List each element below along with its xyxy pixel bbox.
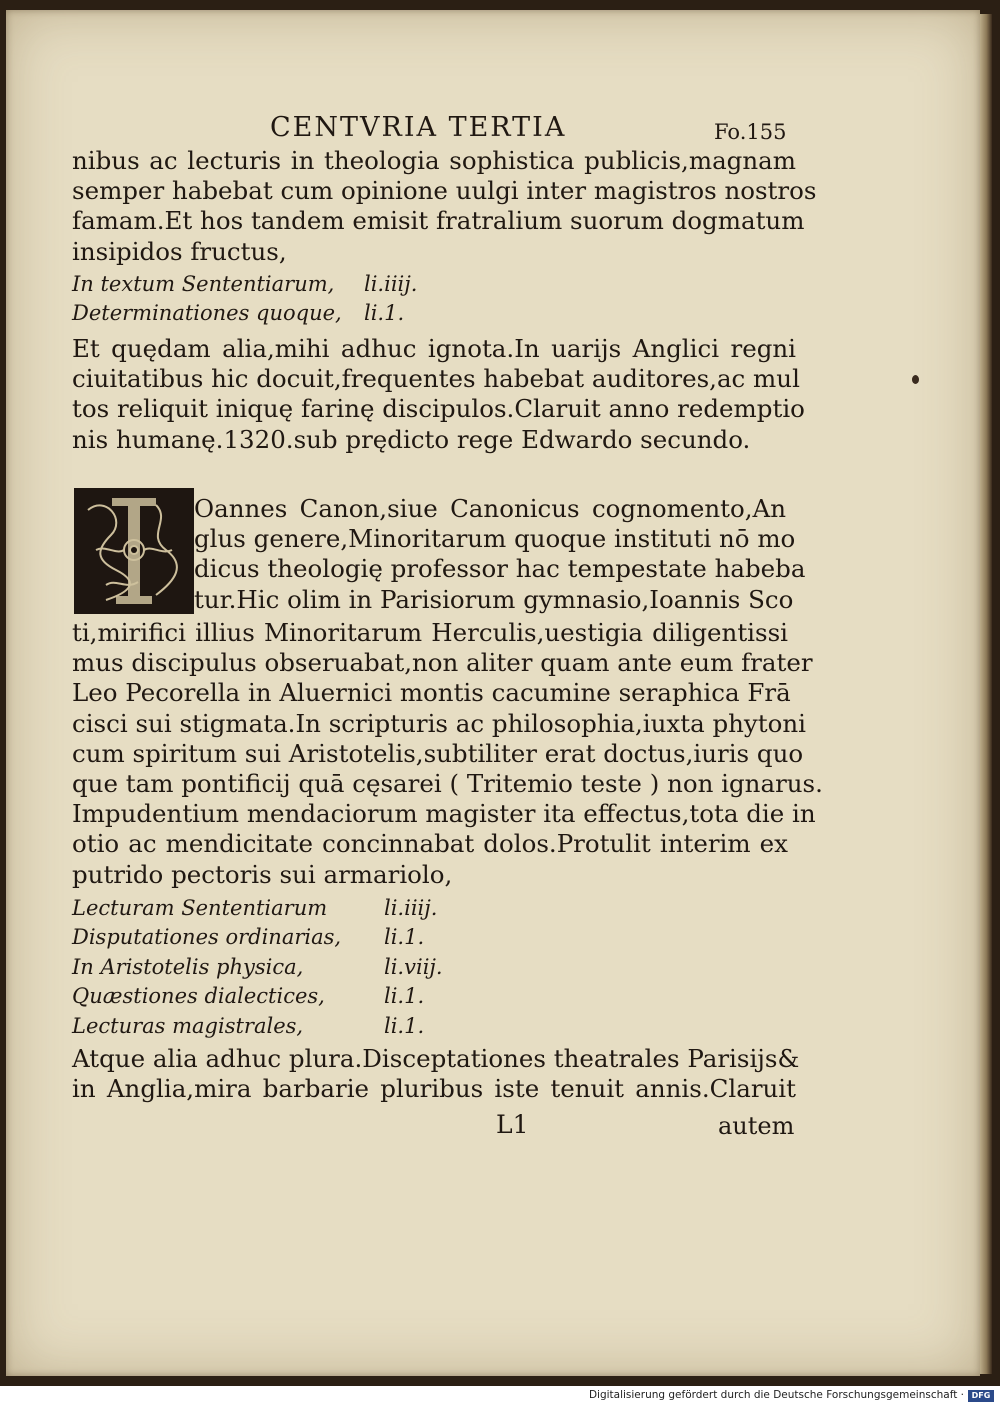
footer-bar [0, 1386, 1000, 1406]
paragraph-3 [72, 1044, 800, 1104]
text-line: tur.Hic olim in Parisiorum gymnasio,Ioannis Sco [194, 584, 794, 614]
text-line: cum spiritum sui Aristotelis,subtiliter erat doctus,iuris quo [72, 738, 804, 768]
paragraph-1 [72, 146, 817, 267]
list-item [72, 1012, 796, 1041]
work-title: Lecturas magistrales, [72, 1013, 304, 1038]
funding-credit: Digitalisierung gefördert durch die Deutsche Forschungsgemeinschaft · [588, 1389, 964, 1401]
text-line: Impudentium mendaciorum magister ita effectus,tota die in [72, 799, 816, 829]
catchword: autem [718, 1112, 795, 1140]
folio-number: Fo.155 [714, 120, 787, 144]
book-count: li.iiij. [384, 896, 438, 920]
initial-ornament-icon [76, 490, 192, 612]
text-line: cisci sui stigmata.In scripturis ac philosophia,iuxta phytoni [72, 708, 806, 738]
text-line: in Anglia,mira barbarie pluribus iste tenuit annis.Claruit [72, 1074, 796, 1104]
book-count: li.iiij. [364, 272, 418, 296]
ink-spot [912, 375, 919, 384]
works-list-2 [72, 894, 796, 1041]
paragraph-2-initial-lines [194, 494, 806, 615]
text-line: nibus ac lecturis in theologia sophistica publicis,magnam [72, 146, 796, 175]
paragraph-2 [72, 618, 823, 890]
work-title: Disputationes ordinarias, [72, 925, 342, 950]
text-line: Et quędam alia,mihi adhuc ignota.In uarijs Anglici regni [72, 334, 796, 363]
book-count: li.viij. [384, 954, 443, 979]
list-item [72, 923, 796, 952]
works-list-1 [72, 270, 796, 329]
text-line: ciuitatibus hic docuit,frequentes habebat auditores,ac mul [72, 364, 800, 394]
book-count: li.1. [384, 984, 425, 1009]
text-line: insipidos fructus, [72, 236, 287, 266]
paragraph-1b [72, 334, 805, 455]
text-line: dicus theologię professor hac tempestate habeba [194, 554, 806, 584]
text-line: Oannes Canon,siue Canonicus cognomento,An [194, 494, 786, 523]
text-line: nis humanę.1320.sub prędicto rege Edwardo secundo. [72, 424, 751, 454]
work-title: In textum Sententiarum, [72, 272, 335, 296]
text-line: tos reliquit iniquę farinę discipulos.Claruit anno redemptio [72, 394, 805, 424]
text-line: famam.Et hos tandem emisit fratralium suorum dogmatum [72, 206, 805, 236]
book-count: li.1. [384, 925, 425, 950]
text-line: Atque alia adhuc plura.Disceptationes theatrales Parisijs& [72, 1044, 800, 1073]
list-item [72, 270, 796, 299]
text-line: ti,mirifici illius Minoritarum Herculis,uestigia diligentissi [72, 618, 788, 647]
work-title: Determinationes quoque, [72, 301, 342, 326]
text-line: semper habebat cum opinione uulgi inter magistros nostros [72, 176, 817, 206]
text-line: otio ac mendicitate concinnabat dolos.Protulit interim ex [72, 829, 788, 859]
work-title: Quæstiones dialectices, [72, 984, 325, 1009]
text-line: Leo Pecorella in Aluernici montis cacumine seraphica Frā [72, 678, 791, 708]
list-item [72, 299, 796, 328]
work-title: In Aristotelis physica, [72, 954, 304, 979]
book-count: li.1. [384, 1013, 425, 1038]
text-line: glus genere,Minoritarum quoque instituti nō mo [194, 524, 796, 554]
book-count: li.1. [364, 301, 405, 326]
text-line: mus discipulus obseruabat,non aliter quam ante eum frater [72, 648, 813, 678]
page-edge [978, 14, 992, 1374]
text-line: que tam pontificij quā cęsarei ( Tritemio teste ) non ignarus. [72, 768, 823, 798]
signature-mark: L1 [496, 1110, 529, 1139]
running-header: CENTVRIA TERTIA [270, 112, 567, 143]
decorated-initial [74, 488, 194, 614]
list-item [72, 894, 796, 923]
list-item [72, 982, 796, 1011]
dfg-logo: DFG [968, 1390, 994, 1402]
work-title: Lecturam Sententiarum [72, 896, 328, 920]
list-item [72, 953, 796, 982]
text-line: putrido pectoris sui armariolo, [72, 859, 453, 889]
